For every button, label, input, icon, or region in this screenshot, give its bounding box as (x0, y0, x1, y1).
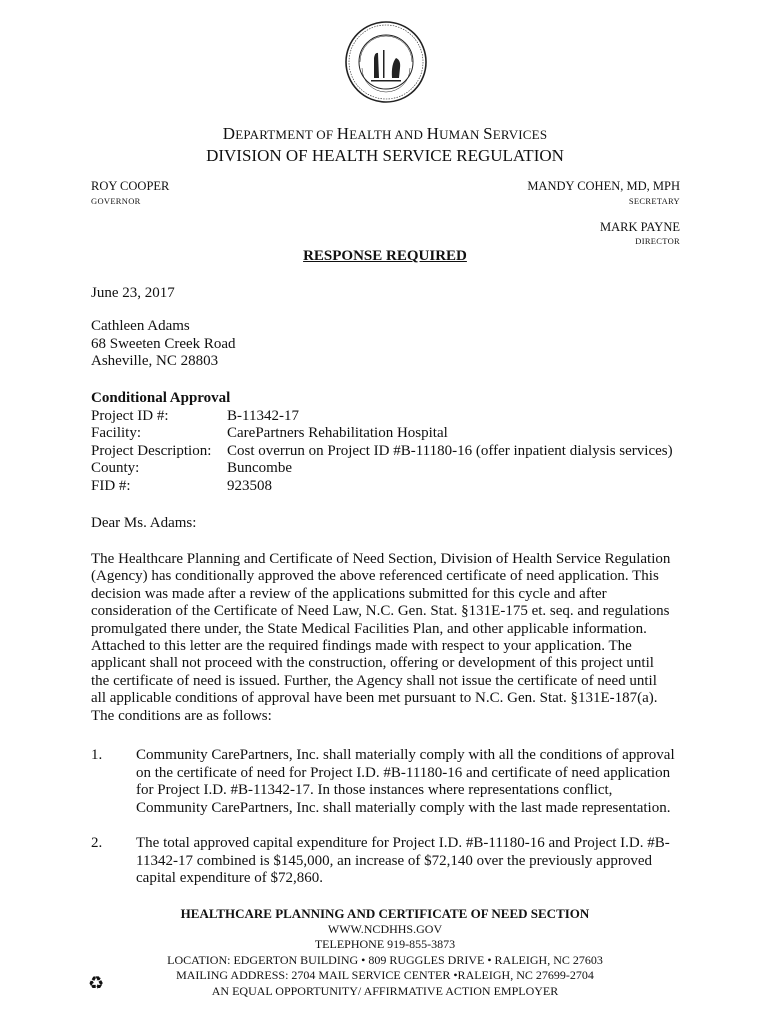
approval-value: Cost overrun on Project ID #B-11180-16 (offer inpatient dialysis services) (227, 442, 673, 459)
condition-number: 1. (91, 747, 103, 763)
footer-website: WWW.NCDHHS.GOV (327, 921, 443, 936)
approval-row (91, 425, 691, 443)
salutation: Dear Ms. Adams: (91, 515, 197, 531)
governor-title: GOVERNOR (91, 196, 141, 206)
body-line: promulgated there under, the State Medical Facilities Plan, and other applicable information. (91, 620, 647, 637)
response-required-heading: RESPONSE REQUIRED (303, 248, 467, 264)
approval-row (91, 443, 691, 461)
recipient-address (91, 318, 236, 371)
state-seal-icon (344, 20, 428, 104)
director-title: DIRECTOR (635, 236, 680, 246)
condition-line: 11342-17 combined is $145,000, an increase of $72,140 over the previously approved (136, 852, 652, 869)
department-title: DEPARTMENT OF HEALTH AND HUMAN SERVICES (222, 124, 548, 143)
recipient-city: Asheville, NC 28803 (91, 353, 219, 369)
body-line: The conditions are as follows: (91, 707, 272, 724)
footer-section-name: HEALTHCARE PLANNING AND CERTIFICATE OF NEED SECTION (180, 906, 590, 921)
secretary-name: MANDY COHEN, MD, MPH (527, 179, 680, 193)
footer-telephone: TELEPHONE 919-855-3873 (314, 937, 456, 951)
approval-row (91, 478, 691, 496)
condition-line: The total approved capital expenditure for Project I.D. #B-11180-16 and Project I.D. #B- (136, 835, 670, 851)
division-title: DIVISION OF HEALTH SERVICE REGULATION (206, 146, 564, 165)
condition-line: capital expenditure of $72,860. (136, 870, 324, 886)
condition-text (136, 747, 680, 817)
body-line: consideration of the Certificate of Need Law, N.C. Gen. Stat. §131E-175 et. seq. and regulations (91, 603, 670, 620)
secretary-title: SECRETARY (628, 196, 680, 206)
approval-block (91, 390, 691, 495)
footer-eeo-statement: AN EQUAL OPPORTUNITY/ AFFIRMATIVE ACTION EMPLOYER (211, 983, 559, 998)
body-line: decision was made after a review of the applications submitted for this cycle and after (91, 585, 607, 602)
body-paragraph (91, 551, 679, 725)
approval-value: Buncombe (227, 460, 292, 476)
footer-mailing-address: MAILING ADDRESS: 2704 MAIL SERVICE CENTER •RALEIGH, NC 27699-2704 (176, 968, 594, 982)
footer-location: LOCATION: EDGERTON BUILDING • 809 RUGGLES DRIVE • RALEIGH, NC 27603 (167, 952, 603, 967)
body-line: The Healthcare Planning and Certificate of Need Section, Division of Health Service Regulation (91, 551, 671, 567)
body-line: the certificate of need is issued. Further, the Agency shall not issue the certificate of need until (91, 672, 657, 689)
condition-line: Community CarePartners, Inc. shall materially comply with the last made representation. (136, 799, 671, 816)
condition-line: for Project I.D. #B-11342-17. In those instances where representations conflict, (136, 782, 613, 798)
recipient-street: 68 Sweeten Creek Road (91, 335, 236, 352)
condition-line: on the certificate of need for Project I.D. #B-11180-16 and certificate of need application (136, 764, 671, 781)
approval-label: County: (91, 460, 140, 476)
body-line: (Agency) has conditionally approved the above referenced certificate of need application. This (91, 568, 659, 585)
approval-label: Project Description: (91, 442, 212, 459)
approval-value: 923508 (227, 477, 272, 494)
approval-label: FID #: (91, 477, 131, 494)
footer (0, 906, 770, 999)
condition-number: 2. (91, 835, 103, 851)
approval-row (91, 460, 691, 478)
condition-text (136, 835, 680, 888)
director-name: MARK PAYNE (599, 220, 680, 234)
recipient-name: Cathleen Adams (91, 318, 190, 334)
letter-date: June 23, 2017 (91, 285, 175, 301)
body-line: Attached to this letter are the required findings made with respect to your application. The (91, 638, 632, 655)
recycle-icon: ♻ (88, 973, 105, 993)
body-line: applicant shall not proceed with the construction, offering or development of this project until (91, 655, 654, 672)
approval-value: CarePartners Rehabilitation Hospital (227, 425, 448, 441)
approval-heading: Conditional Approval (91, 390, 231, 406)
approval-value: B-11342-17 (227, 407, 299, 424)
body-line: all applicable conditions of approval have been met pursuant to N.C. Gen. Stat. §131E-187(a). (91, 690, 658, 707)
approval-label: Project ID #: (91, 407, 169, 424)
condition-line: Community CarePartners, Inc. shall materially comply with all the conditions of approval (136, 747, 675, 763)
governor-name: ROY COOPER (91, 179, 170, 193)
approval-label: Facility: (91, 425, 141, 441)
approval-row (91, 408, 691, 426)
